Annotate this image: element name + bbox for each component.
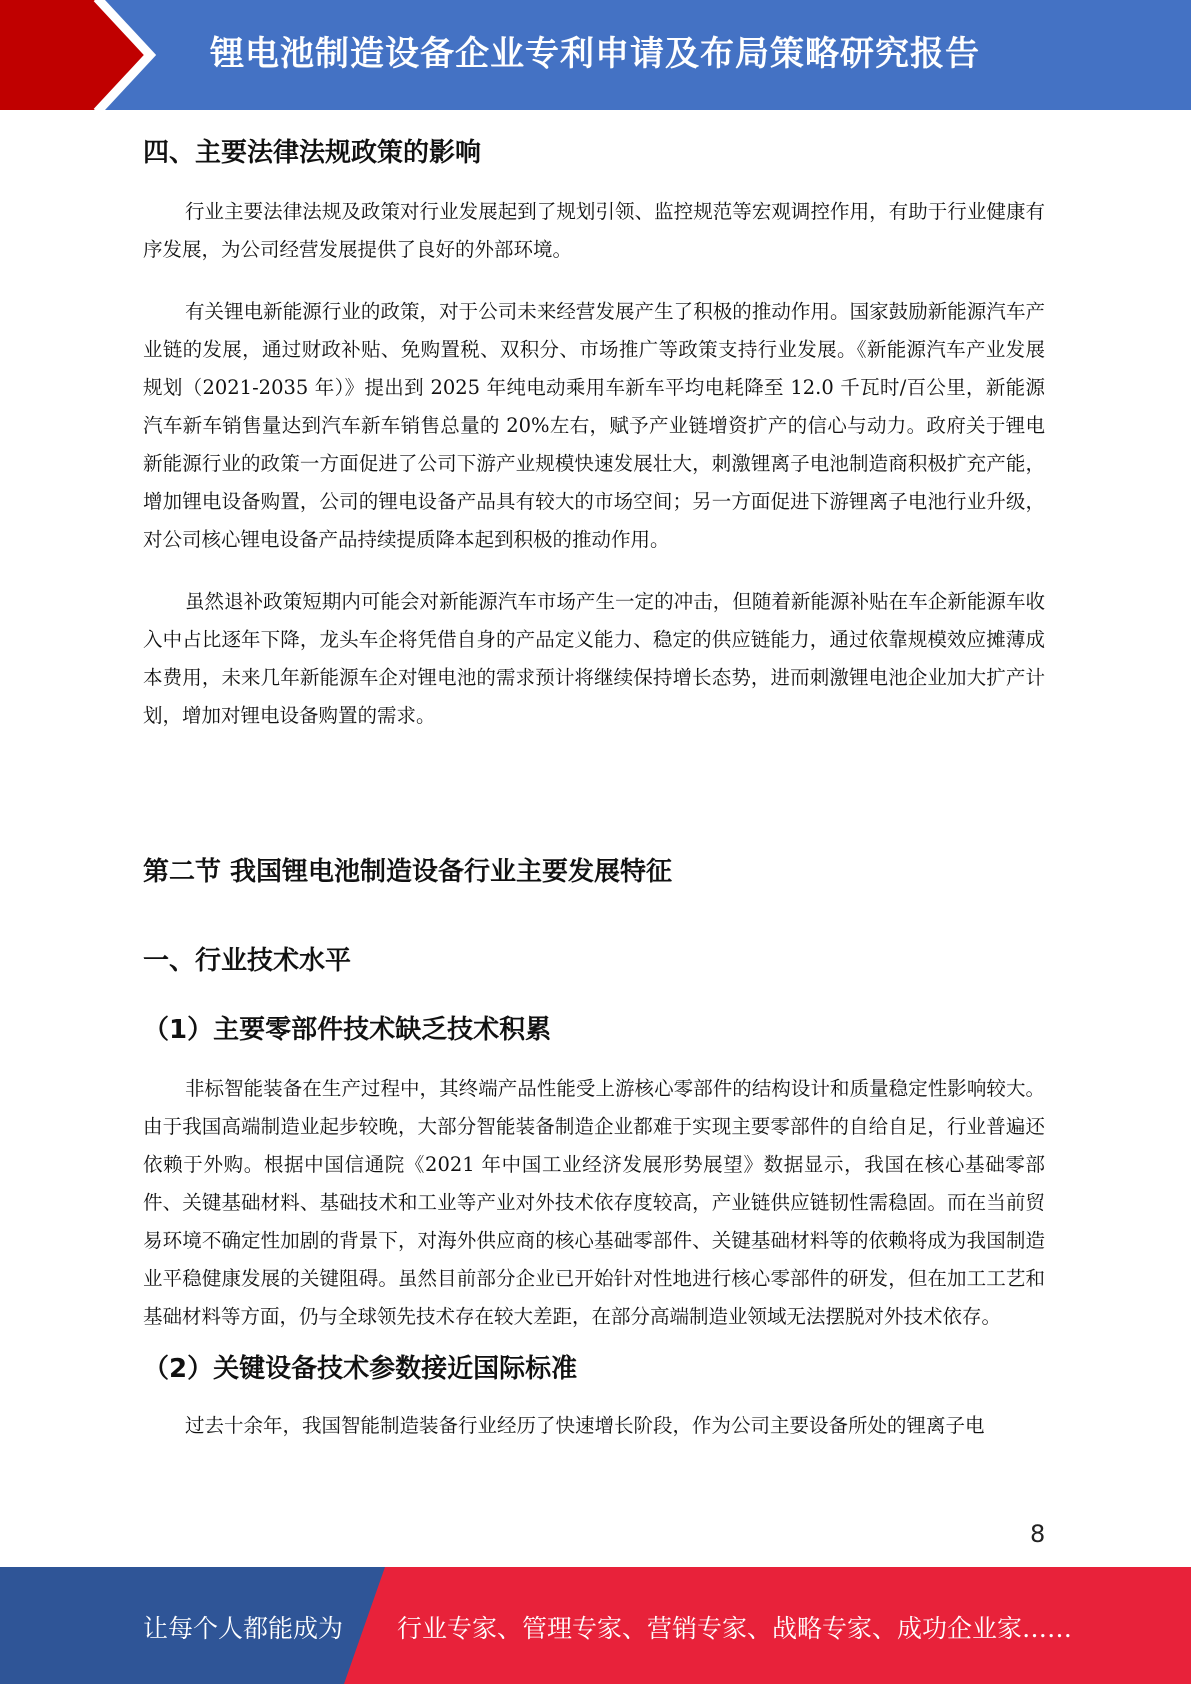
paragraph: 有关锂电新能源行业的政策，对于公司未来经营发展产生了积极的推动作用。国家鼓励新能源汽车产业链的发展，通过财政补贴、免购置税、双积分、市场推广等政策支持行业发展。《新能源汽车产业发展规划（2021-2035 年）》提出到 2025 年纯电动乘用车新车平均电耗降至 12.0 千瓦时/百公里，新能源汽车新车销售量达到汽车新车销售总量的 20%左右，赋予产业链增资扩产的信心与动力。政府关于锂电新能源行业的政策一方面促进了公司下游产业规模快速发展壮大，刺激锂离子电池制造商积极扩充产能，增加锂电设备购置，公司的锂电设备产品具有较大的市场空间；另一方面促进下游锂离子电池行业升级，对公司核心锂电设备产品持续提质降本起到积极的推动作用。 (143, 300, 1045, 551)
section-heading-1: 一、行业技术水平 (143, 946, 352, 976)
paragraph: 过去十余年，我国智能制造装备行业经历了快速增长阶段，作为公司主要设备所处的锂离子电 (185, 1414, 985, 1437)
footer-slogan-right: 行业专家、管理专家、营销专家、战略专家、成功企业家…… (397, 1614, 1073, 1643)
chevron-decoration-icon (0, 0, 200, 110)
document-body (143, 110, 1045, 1445)
chapter-heading: 第二节 我国锂电池制造设备行业主要发展特征 (143, 857, 673, 887)
paragraph: 非标智能装备在生产过程中，其终端产品性能受上游核心零部件的结构设计和质量稳定性影响较大。由于我国高端制造业起步较晚，大部分智能装备制造企业都难于实现主要零部件的自给自足，行业普遍还依赖于外购。根据中国信通院《2021 年中国工业经济发展形势展望》数据显示，我国在核心基础零部件、关键基础材料、基础技术和工业等产业对外技术依存度较高，产业链供应链韧性需稳固。而在当前贸易环境不确定性加剧的背景下，对海外供应商的核心基础零部件、关键基础材料等的依赖将成为我国制造业平稳健康发展的关键阻碍。虽然目前部分企业已开始针对性地进行核心零部件的研发，但在加工工艺和基础材料等方面，仍与全球领先技术存在较大差距，在部分高端制造业领域无法摆脱对外技术依存。 (143, 1077, 1045, 1328)
subsection-heading-2: （2）关键设备技术参数接近国际标准 (143, 1354, 578, 1384)
header-banner (0, 0, 1191, 110)
section-heading-4: 四、主要法律法规政策的影响 (143, 138, 482, 168)
page-number: 8 (1030, 1520, 1046, 1548)
report-title: 锂电池制造设备企业专利申请及布局策略研究报告 (210, 34, 980, 74)
subsection-heading-1: （1）主要零部件技术缺乏技术积累 (143, 1015, 552, 1045)
footer-banner (0, 1567, 1191, 1684)
footer-slogan-left: 让每个人都能成为 (143, 1614, 344, 1643)
paragraph: 虽然退补政策短期内可能会对新能源汽车市场产生一定的冲击，但随着新能源补贴在车企新能源车收入中占比逐年下降，龙头车企将凭借自身的产品定义能力、稳定的供应链能力，通过依靠规模效应摊薄成本费用，未来几年新能源车企对锂电池的需求预计将继续保持增长态势，进而刺激锂电池企业加大扩产计划，增加对锂电设备购置的需求。 (143, 590, 1045, 727)
paragraph: 行业主要法律法规及政策对行业发展起到了规划引领、监控规范等宏观调控作用，有助于行业健康有序发展，为公司经营发展提供了良好的外部环境。 (143, 200, 1045, 261)
